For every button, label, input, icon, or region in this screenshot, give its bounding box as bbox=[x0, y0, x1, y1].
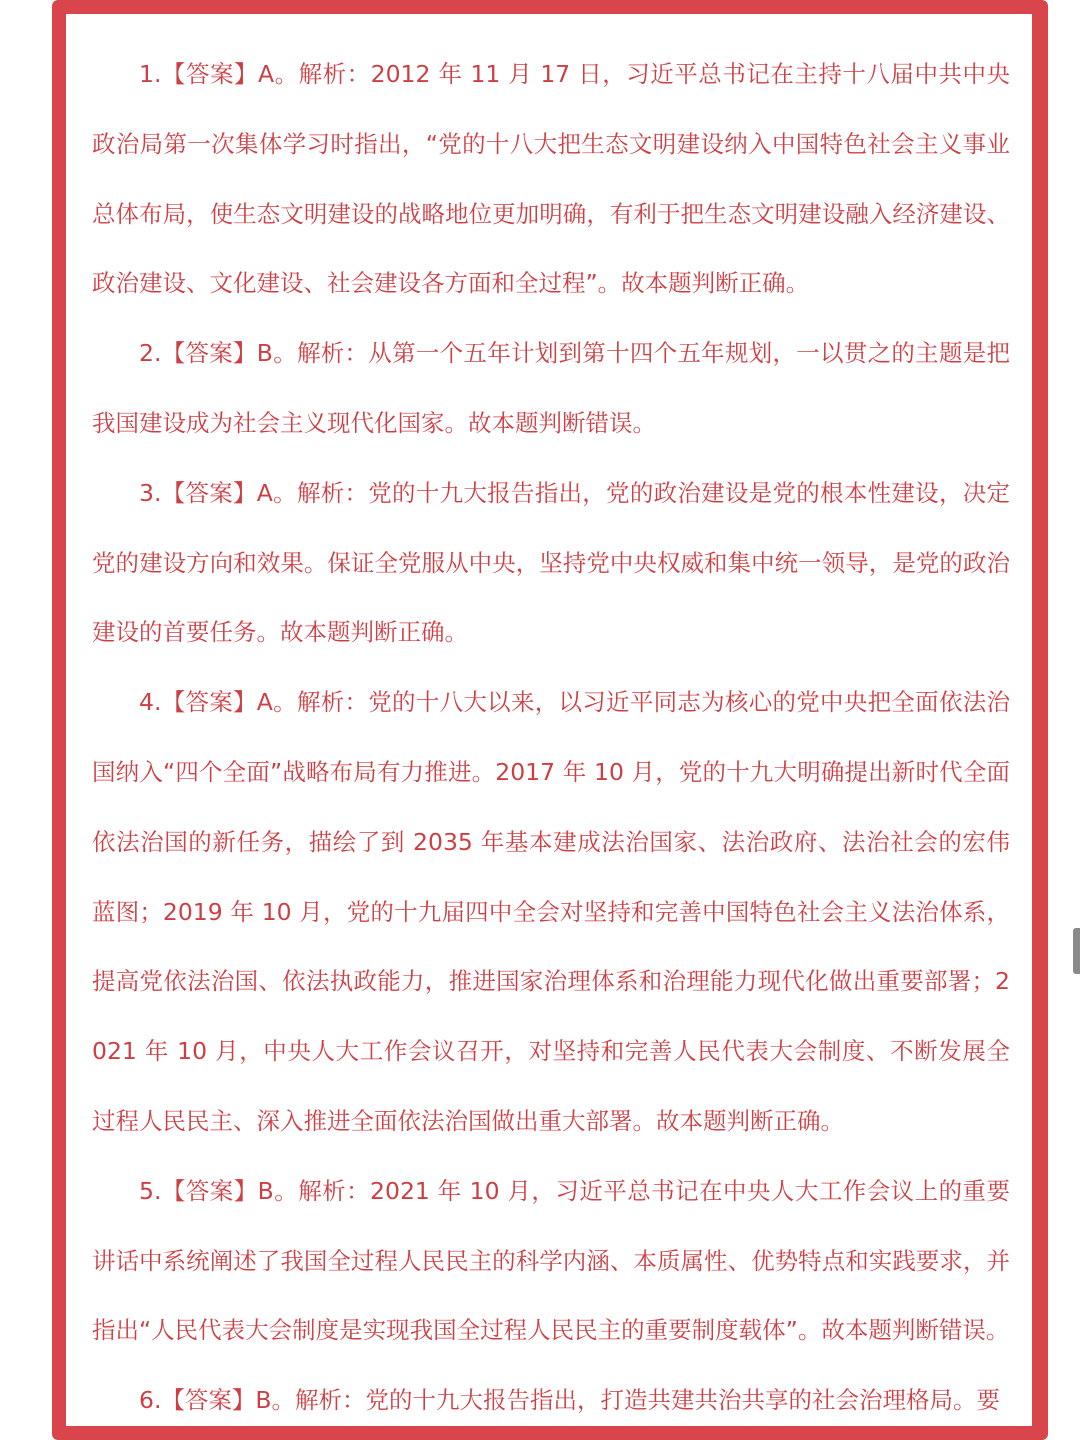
answer-paragraph-6: 6.【答案】B。解析：党的十九大报告指出，打造共建共治共享的社会治理格局。要 bbox=[139, 1386, 1001, 1415]
scrollbar-handle[interactable] bbox=[1073, 928, 1080, 974]
answer-paragraph-2: 2.【答案】B。解析：从第一个五年计划到第十四个五年规划，一以贯之的主题是把我国建设成为社会主义现代化国家。故本题判断错误。 bbox=[92, 339, 1010, 437]
answer-explanations bbox=[92, 40, 1010, 1426]
answer-paragraph-4: 4.【答案】A。解析：党的十八大以来，以习近平同志为核心的党中央把全面依法治国纳入“四个全面”战略布局有力推进。2017 年 10 月，党的十九大明确提出新时代全面依法治国的新任务，描绘了到 2035 年基本建成法治国家、法治政府、法治社会的宏伟蓝图；2019 年 10 月，党的十九届四中全会对坚持和完善中国特色社会主义法治体系，提高党依法治国、依法执政能力，推进国家治理体系和治理能力现代化做出重要部署；2021 年 10 月，中央人大工作会议召开，对坚持和完善人民代表大会制度、不断发展全过程人民民主、深入推进全面依法治国做出重大部署。故本题判断正确。 bbox=[92, 688, 1010, 1135]
answer-paragraph-5: 5.【答案】B。解析：2021 年 10 月，习近平总书记在中央人大工作会议上的重要讲话中系统阐述了我国全过程人民民主的科学内涵、本质属性、优势特点和实践要求，并指出“人民代表大会制度是实现我国全过程人民民主的重要制度载体”。故本题判断错误。 bbox=[92, 1176, 1010, 1345]
answer-paragraph-3: 3.【答案】A。解析：党的十九大报告指出，党的政治建设是党的根本性建设，决定党的建设方向和效果。保证全党服从中央，坚持党中央权威和集中统一领导，是党的政治建设的首要任务。故本题判断正确。 bbox=[92, 478, 1010, 647]
answer-paragraph-1: 1.【答案】A。解析：2012 年 11 月 17 日，习近平总书记在主持十八届中共中央政治局第一次集体学习时指出，“党的十八大把生态文明建设纳入中国特色社会主义事业总体布局，使生态文明建设的战略地位更加明确，有利于把生态文明建设融入经济建设、政治建设、文化建设、社会建设各方面和全过程”。故本题判断正确。 bbox=[92, 60, 1010, 298]
answer-sheet-page bbox=[66, 14, 1032, 1426]
